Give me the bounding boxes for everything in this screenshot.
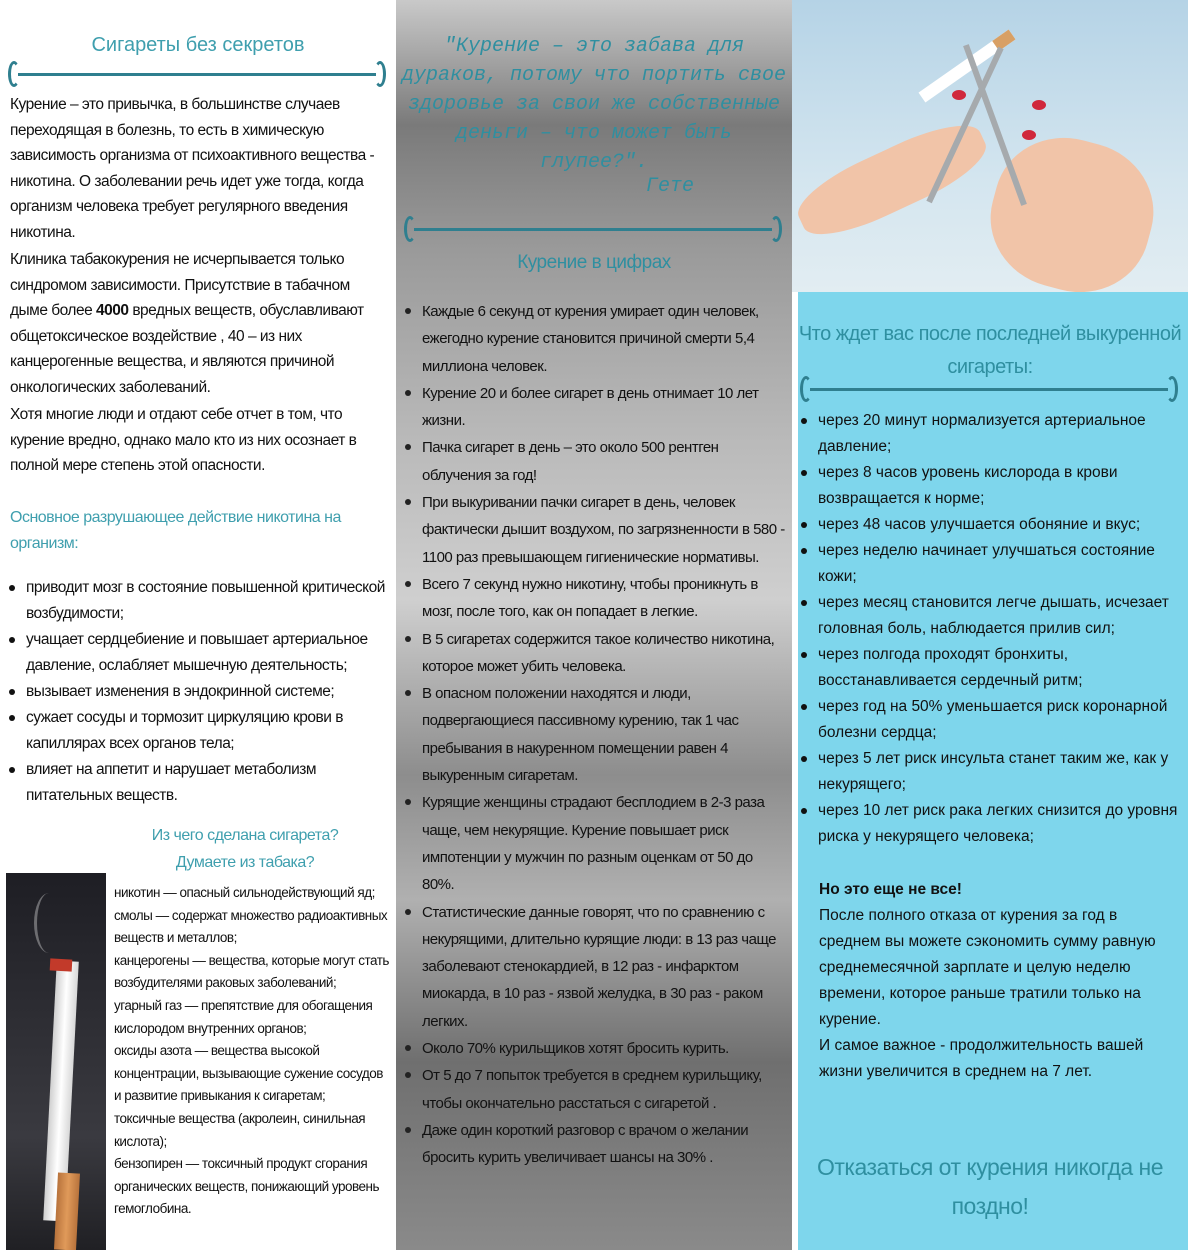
facts-list	[404, 298, 788, 1172]
list-item: бензопирен — токсичный продукт сгорания органических веществ, понижающий уровень гемоглобина.	[114, 1156, 380, 1217]
divider	[800, 376, 1178, 402]
left-panel	[0, 0, 396, 1250]
list-item: смолы — содержат множество радиоактивных веществ и металлов;	[114, 907, 388, 946]
list-item: Статистические данные говорят, что по сравнению с некурящими, длительно курящие люди: в 13 раз чаще заболевают стенокардией, в 12 раз - инфарктом миокарда, в 10 раз - язвой желудка, в 30 раз - раком легких.	[404, 899, 788, 1035]
timeline-list	[800, 408, 1184, 850]
list-item: Каждые 6 секунд от курения умирает один человек, ежегодно курение становится причиной смерти 5,4 миллиона человек.	[404, 298, 788, 380]
section-title: Курение в цифрах	[517, 252, 671, 273]
list-item: При выкуривании пачки сигарет в день, человек фактически дышит воздухом, по загрязненности в 580 - 1100 раз превышающем гигиенические нормативы.	[404, 489, 788, 571]
list-item: От 5 до 7 попыток требуется в среднем курильщику, чтобы окончательно расстаться с сигаретой .	[404, 1062, 788, 1117]
awareness-paragraph: Хотя многие люди и отдают себе отчет в том, что курение вредно, однако мало кто из них осознает в полной мере степень этой опасности.	[10, 406, 357, 474]
divider	[404, 216, 782, 242]
list-item: никотин — опасный сильнодействующий яд;	[114, 885, 375, 900]
section-title: Сигареты без секретов	[91, 34, 305, 56]
quote: "Курение – это забава для дураков, потому что портить свое здоровье за свои же собственные деньги – что может быть глупее?".	[401, 35, 787, 174]
savings-paragraph: После полного отказа от курения за год в среднем вы можете сэкономить сумму равную среднемесячной зарплате и целую неделю времени, которое раньше тратили только на курение.	[819, 907, 1156, 1028]
list-item: Всего 7 секунд нужно никотину, чтобы проникнуть в мозг, после того, как он попадает в легкие.	[404, 571, 788, 626]
ingredients-list	[114, 882, 392, 1221]
intro-paragraph: Курение – это привычка, в большинстве случаев переходящая в болезнь, то есть в химическую зависимость организма от психоактивного вещества - никотина. О заболевании речь идет уже тогда, когда организм человека требует регулярного введения никотина.	[10, 96, 375, 241]
list-item: через 10 лет риск рака легких снизится до уровня риска у некурящего человека;	[800, 798, 1184, 850]
list-item: токсичные вещества (акролеин, синильная кислота);	[114, 1110, 366, 1149]
list-item: через 48 часов улучшается обоняние и вкус;	[800, 512, 1184, 538]
clinic-paragraph: Клиника табакокурения не исчерпывается только синдромом зависимости. Присутствие в табачном дыме более 4000 вредных веществ, обуславливают общетоксическое воздействие , 40 – из них канцерогенные вещества, и являются причиной онкологических заболеваний.	[10, 251, 364, 396]
middle-panel	[396, 0, 792, 1250]
list-item: Даже один короткий разговор с врачом о желании бросить курить увеличивает шансы на 30% .	[404, 1117, 788, 1172]
list-item: канцерогены — вещества, которые могут стать возбудителями раковых заболеваний;	[114, 952, 389, 991]
lifespan-paragraph: И самое важное - продолжительность вашей жизни увеличится в среднем на 7 лет.	[819, 1037, 1144, 1080]
list-item: учащает сердцебиение и повышает артериальное давление, ослабляет мышечную деятельность;	[8, 627, 388, 679]
list-item: вызывает изменения в эндокринной системе;	[8, 679, 388, 705]
cigarette-image	[6, 873, 106, 1250]
section-title: Что ждет вас после последней выкуренной сигареты:	[798, 323, 1182, 378]
extra-text	[819, 877, 1181, 1085]
list-item: оксиды азота — вещества высокой концентрации, вызывающие сужение сосудов и развитие привыкания к сигаретам;	[114, 1043, 383, 1104]
list-item: угарный газ — препятствие для обогащения кислородом внутренних органов;	[114, 997, 373, 1036]
list-item: В 5 сигаретах содержится такое количество никотина, которое может убить человека.	[404, 626, 788, 681]
effects-list	[8, 575, 388, 809]
list-item: через полгода проходят бронхиты, восстанавливается сердечный ритм;	[800, 642, 1184, 694]
list-item: Курящие женщины страдают бесплодием в 2-3 раза чаще, чем некурящие. Курение повышает риск импотенции у мужчин по разным оценкам от 50 до 80%.	[404, 789, 788, 898]
list-item: Пачка сигарет в день – это около 500 рентген облучения за год!	[404, 434, 788, 489]
list-item: Курение 20 и более сигарет в день отнимает 10 лет жизни.	[404, 380, 788, 435]
quote-author: Гете	[646, 175, 695, 198]
divider	[8, 61, 386, 87]
list-item: через 5 лет риск инсульта станет таким же, как у некурящего;	[800, 746, 1184, 798]
highlight-text: Но это еще не все!	[819, 881, 962, 898]
right-panel	[792, 0, 1188, 1250]
list-item: через неделю начинает улучшаться состояние кожи;	[800, 538, 1184, 590]
list-item: сужает сосуды и тормозит циркуляцию крови в капиллярах всех органов тела;	[8, 705, 388, 757]
final-slogan: Отказаться от курения никогда не поздно!	[816, 1154, 1164, 1219]
list-item: через месяц становится легче дышать, исчезает головная боль, наблюдается прилив сил;	[800, 590, 1184, 642]
list-item: через 20 минут нормализуется артериальное давление;	[800, 408, 1184, 460]
list-item: влияет на аппетит и нарушает метаболизм питательных веществ.	[8, 757, 388, 809]
list-item: через 8 часов уровень кислорода в крови возвращается к норме;	[800, 460, 1184, 512]
list-item: В опасном положении находятся и люди, подвергающиеся пассивному курению, так 1 час пребывания в накуренном помещении равен 4 выкуренным сигаретам.	[404, 680, 788, 789]
effects-heading: Основное разрушающее действие никотина на организм:	[10, 509, 341, 552]
hands-scissors-image	[792, 0, 1188, 292]
list-item: Около 70% курильщиков хотят бросить курить.	[404, 1035, 788, 1062]
cigarette-question: Из чего сделана сигарета? Думаете из табака?	[151, 827, 339, 871]
list-item: приводит мозг в состояние повышенной критической возбудимости;	[8, 575, 388, 627]
list-item: через год на 50% уменьшается риск коронарной болезни сердца;	[800, 694, 1184, 746]
